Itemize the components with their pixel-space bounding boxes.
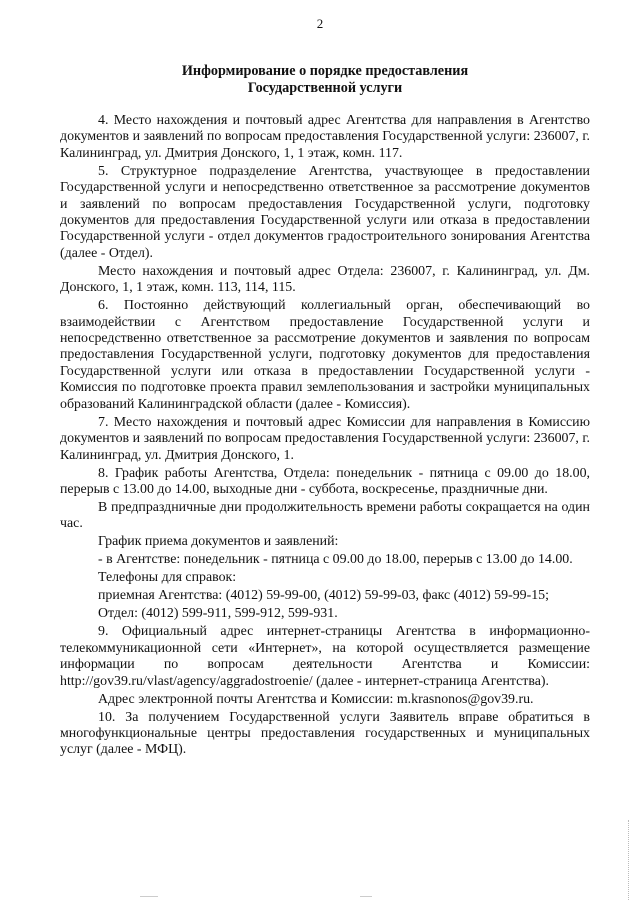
document-body bbox=[60, 113, 590, 760]
paragraph-10: 10. За получением Государственной услуги Заявитель вправе обратиться в многофункциональные центры предоставления государственных и муниципальных услуг (далее - МФЦ). bbox=[60, 709, 590, 758]
paragraph-9: 9. Официальный адрес интернет-страницы Агентства в информационно-телекоммуникационной сети «Интернет», на которой осуществляется размещение информации по вопросам деятельности Агентства и Комиссии: http://gov39.ru/vlast/agency/aggradostroenie/ (далее - интернет-страница Агентства). bbox=[60, 624, 590, 689]
paragraph-phones-title: Телефоны для справок: bbox=[98, 570, 237, 586]
paragraph-otdel-address: Место нахождения и почтовый адрес Отдела: 236007, г. Калининград, ул. Дм. Донского, 1, 1 этаж, комн. 113, 114, 115. bbox=[60, 263, 590, 296]
heading-line-1: Информирование о порядке предоставления bbox=[181, 63, 469, 79]
paragraph-4: 4. Место нахождения и почтовый адрес Агентства для направления в Агентство документов и заявлений по вопросам предоставления Государственной услуги: 236007, г. Калининград, ул. Дмитрия Донского, 1, 1 этаж, комн. 117. bbox=[60, 113, 590, 161]
paragraph-schedule-title: График приема документов и заявлений: bbox=[98, 534, 339, 550]
paragraph-schedule-agency: - в Агентстве: понедельник - пятница с 09.00 до 18.00, перерыв с 13.00 до 14.00. bbox=[98, 552, 573, 568]
paragraph-5: 5. Структурное подразделение Агентства, участвующее в предоставлении Государственной услуги и непосредственно ответственное за рассмотрение документов и заявлений по вопросам предоставления Государственной услуги, подготовку документов для предоставления Государственной услуги или отказа в предоставлении Государственной услуги - отдел документов градостроительного зонирования Агентства (далее - Отдел). bbox=[60, 163, 590, 261]
scan-dash-left bbox=[140, 896, 158, 897]
heading-line-2: Государственной услуги bbox=[247, 80, 403, 96]
paragraph-preholiday: В предпраздничные дни продолжительность времени работы сокращается на один час. bbox=[60, 499, 590, 532]
paragraph-7: 7. Место нахождения и почтовый адрес Комиссии для направления в Комиссию документов и заявлений по вопросам предоставления Государственной услуги: 236007, г. Калининград, ул. Дмитрия Донского, 1. bbox=[60, 414, 590, 463]
paragraph-6: 6. Постоянно действующий коллегиальный орган, обеспечивающий во взаимодействии с Агентством предоставление Государственной услуги и непосредственно ответственное за рассмотрение документов и заявления по вопросам предоставления Государственной услуги, подготовку документов для предоставления Государственной услуги или отказа в предоставлении Государственной услуги - Комиссия по подготовке проекта правил землепользования и застройки муниципальных образований Калининградской области (далее - Комиссия). bbox=[60, 298, 590, 412]
paragraph-phones-reception: приемная Агентства: (4012) 59-99-00, (4012) 59-99-03, факс (4012) 59-99-15; bbox=[98, 588, 549, 604]
scan-edge-mark bbox=[628, 820, 632, 900]
paragraph-email: Адрес электронной почты Агентства и Комиссии: m.krasnonos@gov39.ru. bbox=[98, 691, 534, 707]
scan-dash-right bbox=[360, 896, 372, 897]
section-heading bbox=[60, 63, 590, 97]
paragraph-8: 8. График работы Агентства, Отдела: понедельник - пятница с 09.00 до 18.00, перерыв с 13.00 до 14.00, выходные дни - суббота, воскресенье, праздничные дни. bbox=[60, 465, 590, 497]
page-number: 2 bbox=[316, 16, 324, 31]
paragraph-phones-otdel: Отдел: (4012) 599-911, 599-912, 599-931. bbox=[98, 606, 338, 622]
